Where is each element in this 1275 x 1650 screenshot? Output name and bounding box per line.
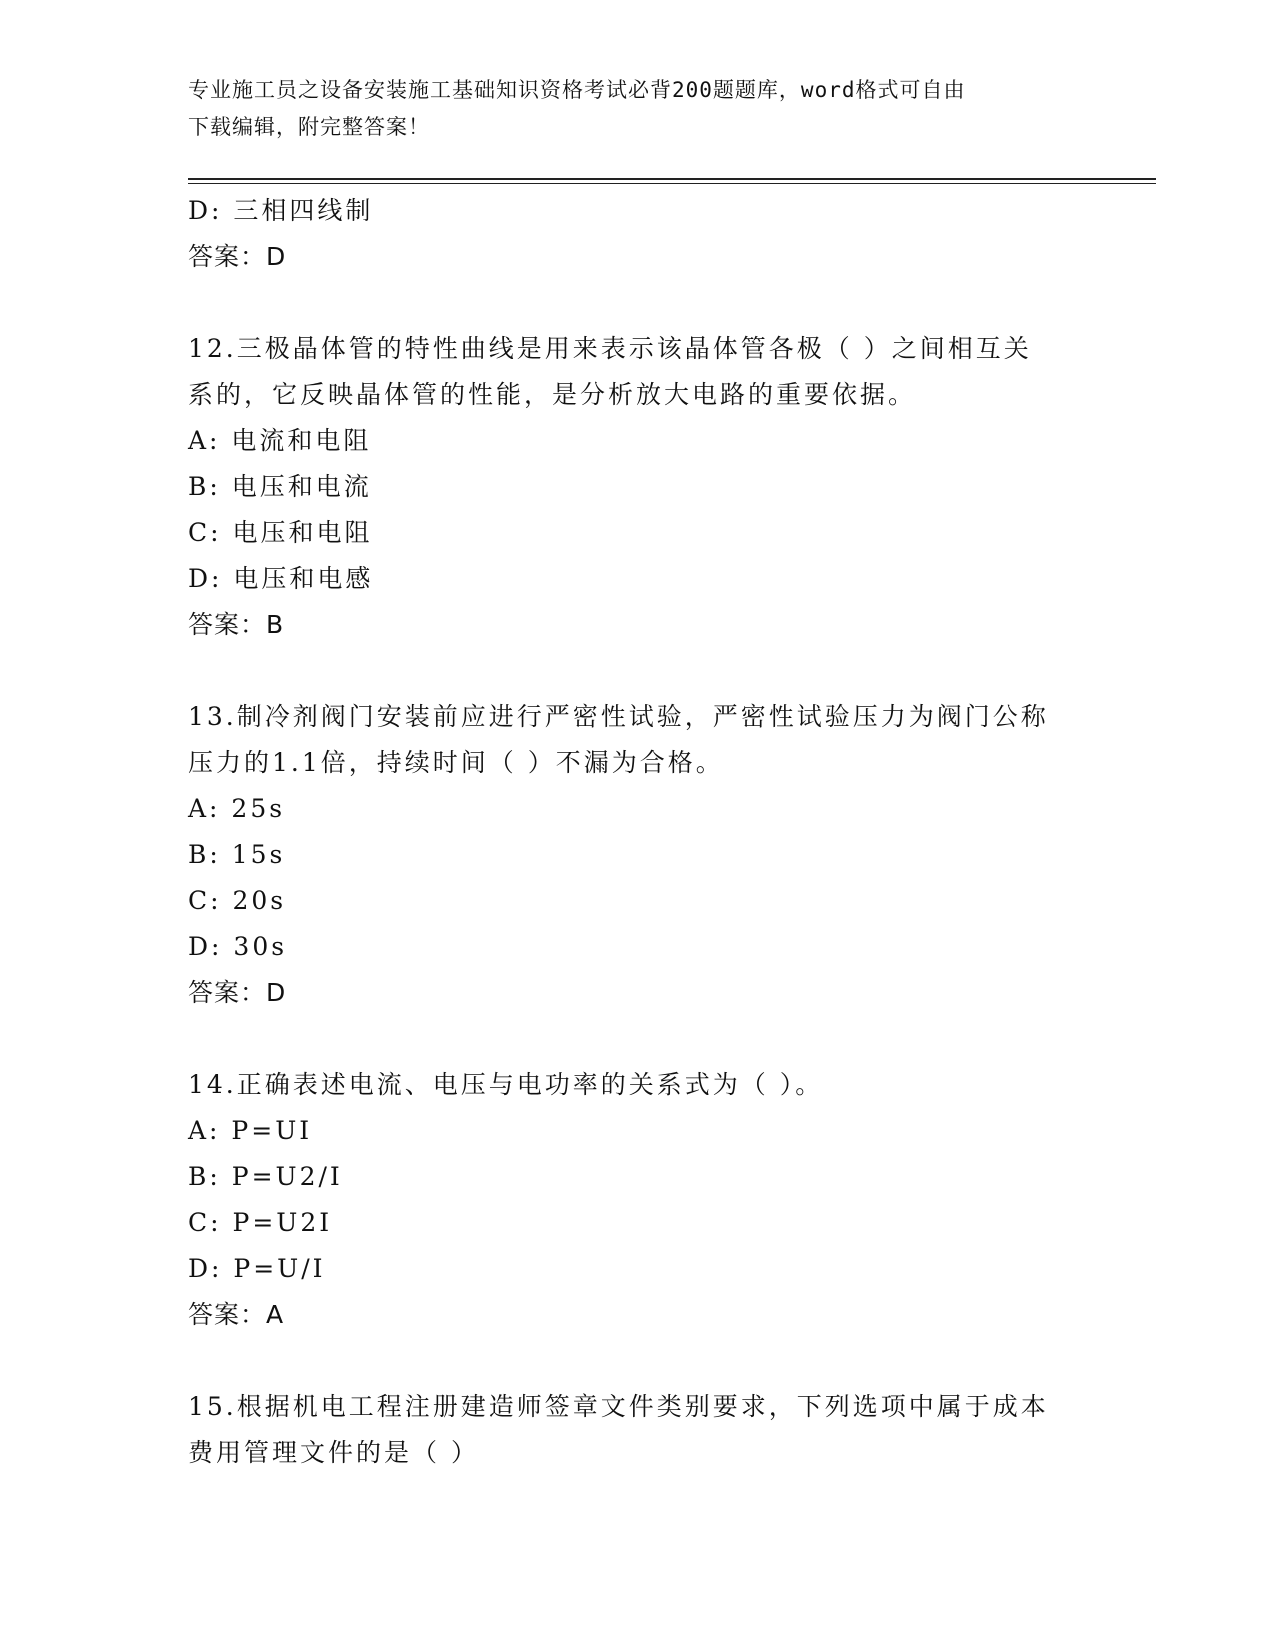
option-d: D: 30s [188, 932, 288, 961]
option-d: D: 三相四线制 [188, 196, 374, 225]
answer-line: 答案：B [188, 610, 285, 639]
header-line-1: 专业施工员之设备安装施工基础知识资格考试必背200题题库，word格式可自由 [188, 78, 966, 102]
question-text-line-2: 压力的1.1倍，持续时间（ ）不漏为合格。 [188, 748, 724, 777]
question-13 [188, 694, 1088, 1016]
header-divider-thick [188, 178, 1156, 180]
option-b: B: P=U2/I [188, 1162, 343, 1191]
option-b: B: 15s [188, 840, 286, 869]
question-text-line-2: 费用管理文件的是（ ） [188, 1438, 479, 1467]
header-line-2: 下载编辑，附完整答案！ [188, 115, 430, 139]
option-c: C: 20s [188, 886, 287, 915]
option-a: A: P=UI [188, 1116, 313, 1145]
option-d: D: P=U/I [188, 1254, 326, 1283]
option-a: A: 25s [188, 794, 286, 823]
document-body [188, 188, 1088, 1476]
option-a: A: 电流和电阻 [188, 426, 372, 455]
document-header [188, 72, 1088, 146]
header-divider-thin [188, 183, 1156, 184]
answer-line: 答案：A [188, 1300, 285, 1329]
option-c: C: 电压和电阻 [188, 518, 373, 547]
question-fragment [188, 188, 1088, 280]
question-15 [188, 1384, 1088, 1476]
question-text-line-1: 15.根据机电工程注册建造师签章文件类别要求，下列选项中属于成本 [188, 1392, 1049, 1421]
question-12 [188, 326, 1088, 648]
question-14 [188, 1062, 1088, 1338]
question-text-line-1: 12.三极晶体管的特性曲线是用来表示该晶体管各极（ ）之间相互关 [188, 334, 1032, 363]
answer-line: 答案：D [188, 242, 287, 271]
option-c: C: P=U2I [188, 1208, 333, 1237]
option-d: D: 电压和电感 [188, 564, 374, 593]
answer-line: 答案：D [188, 978, 287, 1007]
question-text-line-1: 14.正确表述电流、电压与电功率的关系式为（ ）。 [188, 1070, 824, 1099]
question-text-line-2: 系的，它反映晶体管的性能，是分析放大电路的重要依据。 [188, 380, 917, 409]
question-text-line-1: 13.制冷剂阀门安装前应进行严密性试验，严密性试验压力为阀门公称 [188, 702, 1049, 731]
option-b: B: 电压和电流 [188, 472, 372, 501]
